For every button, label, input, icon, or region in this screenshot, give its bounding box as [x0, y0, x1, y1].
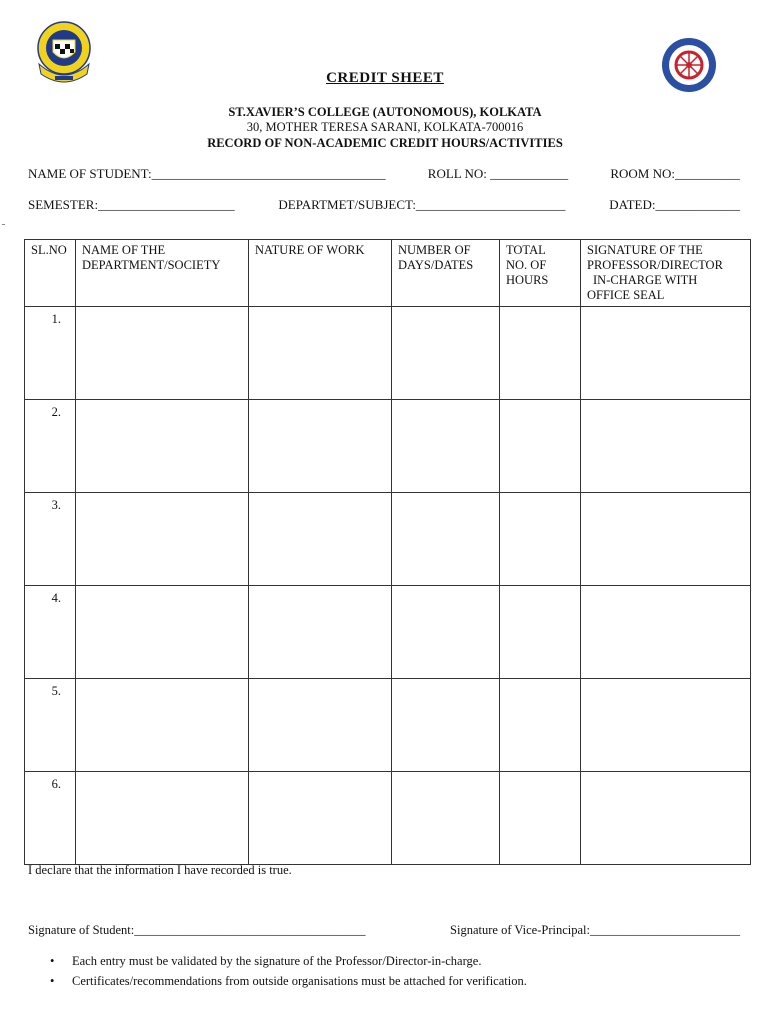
nature-cell[interactable] — [249, 400, 392, 493]
college-name: ST.XAVIER’S COLLEGE (AUTONOMOUS), KOLKATA — [228, 105, 542, 119]
header-department: NAME OF THE DEPARTMENT/SOCIETY — [76, 240, 249, 307]
row-number: 2. — [25, 400, 76, 493]
table-row — [25, 679, 751, 772]
table-row — [25, 307, 751, 400]
row-number: 6. — [25, 772, 76, 865]
days-cell[interactable] — [392, 586, 500, 679]
student-info-row — [28, 166, 740, 182]
hours-cell[interactable] — [500, 307, 581, 400]
header-signature: SIGNATURE OF THE PROFESSOR/DIRECTOR IN-CHARGE WITH OFFICE SEAL — [581, 240, 751, 307]
hours-cell[interactable] — [500, 400, 581, 493]
signature-cell[interactable] — [581, 679, 751, 772]
department-cell[interactable] — [76, 586, 249, 679]
hours-cell[interactable] — [500, 679, 581, 772]
college-address: 30, MOTHER TERESA SARANI, KOLKATA-700016 — [246, 120, 524, 134]
list-item — [28, 971, 740, 991]
note-text: Certificates/recommendations from outside organisations must be attached for verification. — [72, 974, 527, 988]
days-cell[interactable] — [392, 679, 500, 772]
department-cell[interactable] — [76, 307, 249, 400]
department-subject-field[interactable]: DEPARTMET/SUBJECT:_______________________ — [278, 197, 566, 212]
table-row — [25, 586, 751, 679]
table-row — [25, 400, 751, 493]
signature-cell[interactable] — [581, 400, 751, 493]
bullet-icon: • — [50, 954, 55, 968]
department-cell[interactable] — [76, 400, 249, 493]
notes-list — [28, 951, 740, 991]
hours-cell[interactable] — [500, 586, 581, 679]
signature-cell[interactable] — [581, 493, 751, 586]
semester-field[interactable]: SEMESTER:_____________________ — [28, 197, 235, 212]
list-item — [28, 951, 740, 971]
bullet-icon: • — [50, 974, 55, 988]
credit-table — [24, 239, 751, 865]
hours-cell[interactable] — [500, 772, 581, 865]
room-number-field[interactable]: ROOM NO:__________ — [610, 166, 740, 181]
header-sl-no: SL.NO — [25, 240, 76, 307]
signature-cell[interactable] — [581, 307, 751, 400]
note-text: Each entry must be validated by the signature of the Professor/Director-in-charge. — [72, 954, 482, 968]
table-row — [25, 493, 751, 586]
roll-number-field[interactable]: ROLL NO: ____________ — [427, 166, 569, 181]
signature-cell[interactable] — [581, 586, 751, 679]
record-subtitle: RECORD OF NON-ACADEMIC CREDIT HOURS/ACTIVITIES — [207, 136, 563, 150]
dated-field[interactable]: DATED:_____________ — [609, 197, 740, 212]
row-number: 1. — [25, 307, 76, 400]
row-number: 3. — [25, 493, 76, 586]
signature-row — [28, 923, 740, 938]
semester-info-row — [28, 197, 740, 213]
days-cell[interactable] — [392, 772, 500, 865]
row-number: 4. — [25, 586, 76, 679]
department-cell[interactable] — [76, 772, 249, 865]
nature-cell[interactable] — [249, 586, 392, 679]
days-cell[interactable] — [392, 400, 500, 493]
nature-cell[interactable] — [249, 307, 392, 400]
hours-cell[interactable] — [500, 493, 581, 586]
student-signature-field[interactable]: Signature of Student:_____________________________________ — [28, 923, 366, 937]
margin-mark — [2, 224, 5, 225]
nature-cell[interactable] — [249, 493, 392, 586]
row-number: 5. — [25, 679, 76, 772]
nature-cell[interactable] — [249, 679, 392, 772]
declaration-text: I declare that the information I have recorded is true. — [28, 863, 292, 877]
department-cell[interactable] — [76, 679, 249, 772]
department-cell[interactable] — [76, 493, 249, 586]
days-cell[interactable] — [392, 493, 500, 586]
days-cell[interactable] — [392, 307, 500, 400]
vice-principal-signature-field[interactable]: Signature of Vice-Principal:________________________ — [450, 923, 740, 937]
nature-cell[interactable] — [249, 772, 392, 865]
header-total-hours: TOTAL NO. OF HOURS — [500, 240, 581, 307]
header-nature-of-work: NATURE OF WORK — [249, 240, 392, 307]
table-row — [25, 772, 751, 865]
table-header-row — [25, 240, 751, 307]
header-days-dates: NUMBER OF DAYS/DATES — [392, 240, 500, 307]
signature-cell[interactable] — [581, 772, 751, 865]
page-title: CREDIT SHEET — [326, 70, 444, 86]
student-name-field[interactable]: NAME OF STUDENT:____________________________________ — [28, 166, 386, 181]
